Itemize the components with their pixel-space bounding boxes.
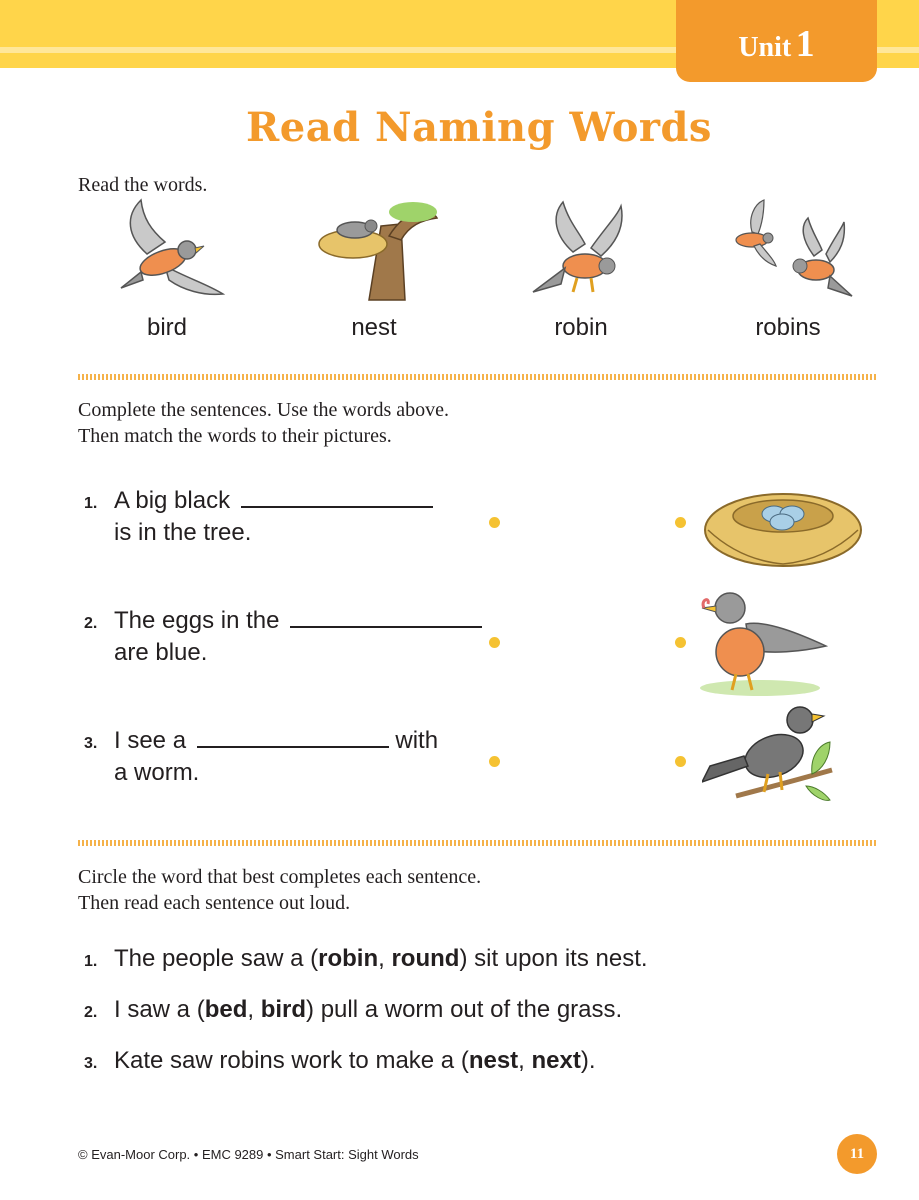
word-option[interactable]: round bbox=[391, 945, 460, 972]
word-label: robins bbox=[755, 314, 821, 341]
answer-blank[interactable] bbox=[290, 606, 482, 628]
sentence-number: 1. bbox=[84, 953, 98, 970]
match-picture-nest bbox=[700, 470, 866, 579]
word-card-robin bbox=[501, 196, 661, 342]
question-number: 3. bbox=[84, 735, 98, 752]
robin-icon bbox=[521, 196, 641, 306]
sentence-text: ) sit upon its nest. bbox=[459, 945, 648, 972]
section1-instruction: Read the words. bbox=[78, 174, 208, 196]
sentence-number: 2. bbox=[84, 1004, 98, 1021]
match-picture-blackbird bbox=[702, 700, 834, 823]
question-text: A big black bbox=[114, 487, 231, 514]
unit-label: Unit bbox=[738, 32, 792, 63]
sentence-text: The people saw a ( bbox=[114, 945, 319, 972]
answer-blank[interactable] bbox=[197, 726, 389, 748]
circle-sentence-1 bbox=[84, 945, 648, 973]
circle-sentence-2 bbox=[84, 996, 622, 1024]
section-divider bbox=[78, 840, 878, 846]
question-text: The eggs in the bbox=[114, 607, 280, 634]
sentence-text: ) pull a worm out of the grass. bbox=[306, 996, 623, 1023]
word-label: nest bbox=[351, 314, 397, 341]
blackbird-on-branch-icon bbox=[702, 700, 834, 818]
word-option[interactable]: next bbox=[531, 1047, 581, 1074]
question-text: I see a bbox=[114, 727, 187, 754]
word-option[interactable]: bird bbox=[260, 996, 307, 1023]
unit-tab bbox=[676, 0, 877, 82]
page-number: 11 bbox=[837, 1134, 877, 1174]
question-1 bbox=[84, 486, 433, 547]
word-option[interactable]: nest bbox=[468, 1047, 519, 1074]
section2-instruction: Complete the sentences. Use the words above. Then match the words to their pictures. bbox=[78, 399, 450, 447]
sentence-text: ). bbox=[580, 1047, 596, 1074]
sentence-text: I saw a ( bbox=[114, 996, 205, 1023]
two-robins-icon bbox=[718, 196, 858, 306]
unit-number: 1 bbox=[795, 23, 815, 65]
question-number: 1. bbox=[84, 495, 98, 512]
word-card-nest bbox=[294, 196, 454, 342]
footer-credit: © Evan-Moor Corp. • EMC 9289 • Smart Start: Sight Words bbox=[78, 1147, 419, 1162]
question-continuation: are blue. bbox=[114, 639, 208, 666]
bird-in-nest-icon bbox=[309, 196, 439, 306]
section-divider bbox=[78, 374, 878, 380]
word-label: bird bbox=[146, 314, 188, 341]
sentence-number: 3. bbox=[84, 1055, 98, 1072]
question-text-after: with bbox=[395, 727, 439, 754]
word-card-bird bbox=[87, 196, 247, 342]
page-title: Read Naming Words bbox=[246, 104, 712, 151]
answer-blank[interactable] bbox=[241, 486, 433, 508]
separator: , bbox=[518, 1047, 532, 1074]
separator: , bbox=[247, 996, 261, 1023]
match-dot-left[interactable] bbox=[489, 756, 500, 767]
circle-sentence-3 bbox=[84, 1047, 596, 1075]
nest-with-eggs-icon bbox=[700, 470, 866, 574]
word-label: robin bbox=[554, 314, 608, 341]
match-picture-robin bbox=[696, 584, 828, 703]
match-dot-left[interactable] bbox=[489, 637, 500, 648]
question-3 bbox=[84, 726, 438, 787]
separator: , bbox=[378, 945, 392, 972]
flying-bird-icon bbox=[107, 196, 227, 306]
robin-with-worm-icon bbox=[696, 584, 828, 698]
question-continuation: a worm. bbox=[114, 759, 200, 786]
question-2 bbox=[84, 606, 482, 667]
sentence-text: Kate saw robins work to make a ( bbox=[114, 1047, 469, 1074]
word-option[interactable]: bed bbox=[204, 996, 248, 1023]
match-dot-left[interactable] bbox=[489, 517, 500, 528]
section3-instruction: Circle the word that best completes each sentence. Then read each sentence out loud. bbox=[78, 866, 482, 914]
match-dot-right[interactable] bbox=[675, 637, 686, 648]
match-dot-right[interactable] bbox=[675, 756, 686, 767]
match-dot-right[interactable] bbox=[675, 517, 686, 528]
question-number: 2. bbox=[84, 615, 98, 632]
question-continuation: is in the tree. bbox=[114, 519, 252, 546]
word-option[interactable]: robin bbox=[318, 945, 379, 972]
word-card-robins bbox=[708, 196, 868, 342]
